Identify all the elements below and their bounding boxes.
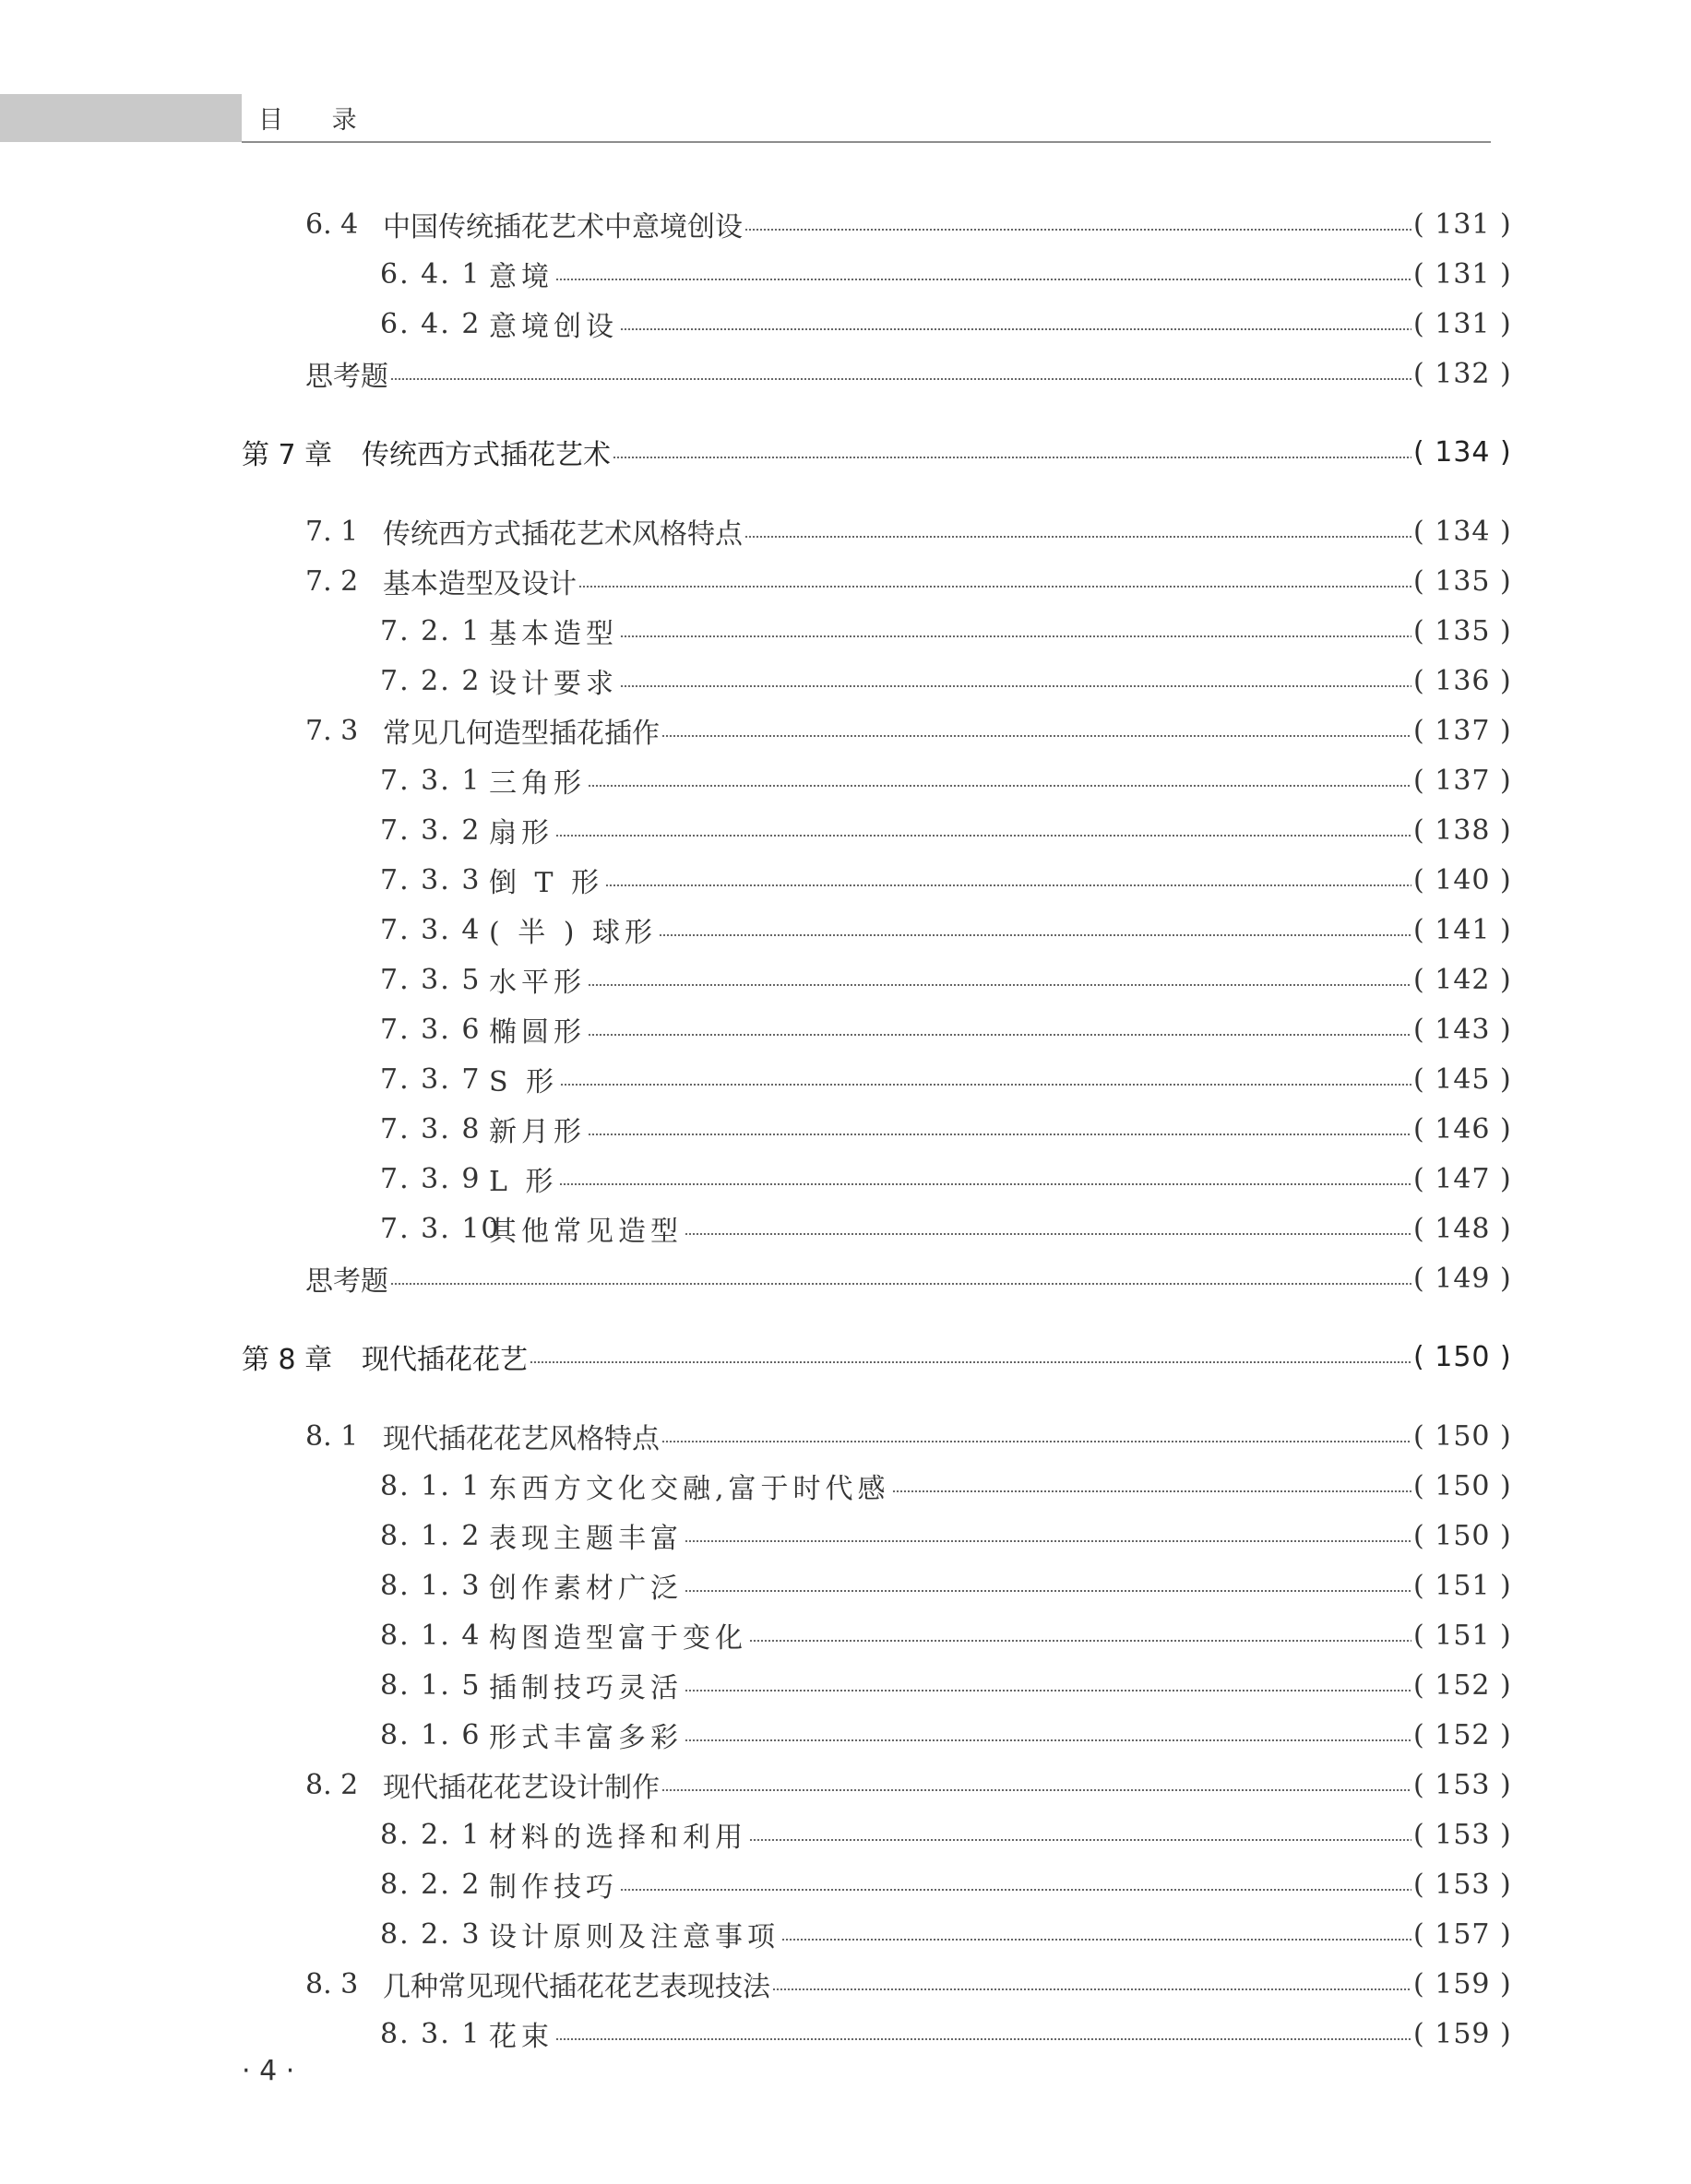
toc-entry-page: ( 159 ) (1413, 2017, 1512, 2050)
toc-entry-title: 制作技巧 (489, 1871, 618, 1904)
toc-entry-page: ( 138 ) (1413, 813, 1512, 847)
toc-entry-lead (242, 1515, 683, 1556)
toc-entry-title: 椭圆形 (489, 1016, 586, 1049)
toc-entry-page: ( 134 ) (1413, 435, 1512, 469)
toc-entry-lead (242, 1009, 586, 1050)
toc-entry-number: 7. 3. 10 (380, 1212, 501, 1245)
toc-dot-leader (390, 378, 1411, 380)
toc-entry-page: ( 151 ) (1413, 1619, 1512, 1652)
toc-dot-leader (685, 1590, 1411, 1592)
toc-entry-title: 插制技巧灵活 (489, 1672, 683, 1704)
toc-entry-title: ( 半 ) 球形 (489, 917, 658, 949)
toc-entry-lead (242, 561, 577, 601)
toc-entry-number: 8. 2. 3 (380, 1917, 482, 1951)
toc-entry-lead (242, 2013, 554, 2054)
table-of-contents (242, 199, 1512, 2059)
toc-entry-lead (242, 959, 586, 1000)
toc-entry-page: ( 135 ) (1413, 614, 1512, 647)
toc-dot-leader (661, 735, 1411, 737)
toc-entry-title: 倒 T 形 (489, 867, 604, 899)
toc-entry-title: 设计要求 (489, 668, 618, 700)
toc-entry (242, 1959, 1512, 2009)
toc-entry-lead (242, 1208, 683, 1249)
toc-entry-lead (242, 1715, 683, 1755)
toc-entry-number: 7. 2. 1 (380, 614, 482, 647)
toc-entry-title: 意境 (489, 261, 554, 293)
toc-entry-title: S 形 (489, 1066, 559, 1098)
toc-entry-number: 7. 3. 1 (380, 764, 482, 797)
toc-entry-number: 7. 2. 2 (380, 664, 482, 697)
toc-dot-leader (661, 1789, 1411, 1791)
toc-dot-leader (578, 586, 1411, 588)
toc-entry (242, 1760, 1512, 1810)
toc-entry-title: 传统西方式插花艺术 (362, 439, 611, 471)
toc-entry-title: 现代插花花艺 (362, 1344, 528, 1376)
page-header-title: 目 录 (258, 106, 377, 135)
toc-entry-title: 三角形 (489, 767, 586, 800)
toc-dot-leader (555, 835, 1411, 837)
toc-entry-title: 意境创设 (489, 311, 618, 343)
toc-entry (242, 1004, 1512, 1054)
toc-entry-page: ( 153 ) (1413, 1818, 1512, 1851)
toc-entry (242, 1909, 1512, 1959)
toc-dot-leader (620, 1889, 1411, 1891)
toc-entry-number: 8. 1. 4 (380, 1619, 482, 1652)
toc-entry-title: 构图造型富于变化 (489, 1622, 747, 1655)
toc-dot-leader (749, 1839, 1411, 1841)
toc-dot-leader (661, 1441, 1411, 1442)
toc-entry (242, 706, 1512, 755)
toc-entry-title: 材料的选择和利用 (489, 1822, 747, 1854)
toc-entry-title: 中国传统插花艺术中意境创设 (383, 211, 743, 243)
toc-entry-number: 第 7 章 (242, 439, 333, 471)
toc-dot-leader (555, 279, 1411, 280)
toc-entry-page: ( 148 ) (1413, 1212, 1512, 1245)
toc-entry-number: 8. 3. 1 (380, 2017, 482, 2050)
toc-entry-lead (242, 660, 618, 701)
header-bar (0, 94, 242, 142)
toc-entry-page: ( 153 ) (1413, 1868, 1512, 1901)
toc-entry-lead (242, 353, 388, 394)
toc-entry (242, 1710, 1512, 1760)
toc-entry-lead (242, 432, 611, 472)
toc-entry-lead (242, 810, 554, 850)
toc-entry-number: 8. 1. 3 (380, 1569, 482, 1602)
toc-dot-leader (588, 785, 1411, 787)
toc-dot-leader (588, 984, 1411, 986)
toc-entry-page: ( 159 ) (1413, 1967, 1512, 2000)
toc-entry-number: 7. 3. 4 (380, 913, 482, 946)
toc-entry-lead (242, 303, 618, 344)
toc-entry (242, 1253, 1512, 1303)
toc-entry-number: 7. 3. 6 (380, 1013, 482, 1046)
toc-entry-page: ( 151 ) (1413, 1569, 1512, 1602)
toc-entry-page: ( 131 ) (1413, 257, 1512, 291)
toc-entry (242, 556, 1512, 606)
toc-entry-lead (242, 710, 660, 751)
toc-entry (242, 955, 1512, 1004)
toc-entry-number: 8. 2. 2 (380, 1868, 482, 1901)
toc-dot-leader (659, 934, 1411, 936)
toc-entry-page: ( 142 ) (1413, 963, 1512, 996)
toc-dot-leader (588, 1134, 1411, 1135)
toc-entry (242, 1810, 1512, 1859)
toc-entry-page: ( 132 ) (1413, 357, 1512, 390)
toc-entry (242, 249, 1512, 299)
toc-entry-number: 8. 1 (305, 1419, 359, 1453)
toc-entry-page: ( 145 ) (1413, 1062, 1512, 1096)
toc-entry-number: 6. 4. 1 (380, 257, 482, 291)
toc-entry-lead (242, 1864, 618, 1905)
toc-entry-page: ( 152 ) (1413, 1668, 1512, 1702)
toc-entry (242, 905, 1512, 955)
toc-entry-title: 思考题 (305, 1265, 388, 1298)
toc-dot-leader (390, 1283, 1411, 1285)
toc-entry-title: 几种常见现代插花花艺表现技法 (383, 1971, 770, 2003)
toc-entry (242, 656, 1512, 706)
toc-entry (242, 805, 1512, 855)
toc-entry-title: 思考题 (305, 361, 388, 393)
toc-chapter-entry (242, 1329, 1512, 1384)
toc-entry-number: 8. 1. 6 (380, 1718, 482, 1751)
toc-entry-lead (242, 1764, 660, 1805)
toc-entry-lead (242, 1615, 747, 1656)
toc-entry-number: 7. 3. 8 (380, 1112, 482, 1145)
toc-entry (242, 299, 1512, 349)
toc-entry-title: 形式丰富多彩 (489, 1722, 683, 1754)
toc-entry-number: 8. 1. 1 (380, 1469, 482, 1502)
toc-entry-title: 现代插花花艺设计制作 (383, 1772, 660, 1804)
toc-entry (242, 1154, 1512, 1204)
toc-entry-number: 8. 2 (305, 1768, 359, 1801)
toc-entry-page: ( 135 ) (1413, 564, 1512, 598)
toc-entry-page: ( 143 ) (1413, 1013, 1512, 1046)
toc-entry-lead (242, 1158, 557, 1199)
toc-dot-leader (530, 1361, 1411, 1363)
toc-dot-leader (555, 2038, 1411, 2040)
toc-entry-number: 7. 2 (305, 564, 359, 598)
toc-dot-leader (613, 457, 1411, 458)
toc-entry-page: ( 141 ) (1413, 913, 1512, 946)
toc-dot-leader (620, 685, 1411, 687)
toc-dot-leader (744, 229, 1411, 231)
toc-entry-number: 第 8 章 (242, 1344, 333, 1376)
header-divider (242, 141, 1491, 143)
toc-entry (242, 199, 1512, 249)
toc-dot-leader (685, 1233, 1411, 1235)
toc-entry-page: ( 140 ) (1413, 863, 1512, 896)
toc-entry-number: 7. 3. 9 (380, 1162, 482, 1195)
toc-entry-lead (242, 1109, 586, 1149)
toc-dot-leader (685, 1540, 1411, 1542)
page-number: · 4 · (242, 2055, 295, 2087)
toc-dot-leader (588, 1034, 1411, 1036)
toc-dot-leader (744, 536, 1411, 538)
toc-dot-leader (772, 1988, 1411, 1990)
toc-entry-title: 基本造型及设计 (383, 568, 577, 600)
toc-entry-lead (242, 1466, 890, 1506)
toc-entry-number: 8. 2. 1 (380, 1818, 482, 1851)
toc-entry-title: 扇形 (489, 817, 554, 849)
toc-entry-page: ( 153 ) (1413, 1768, 1512, 1801)
toc-dot-leader (685, 1690, 1411, 1691)
toc-entry-title: 设计原则及注意事项 (489, 1921, 780, 1953)
toc-dot-leader (781, 1939, 1411, 1941)
toc-entry (242, 1610, 1512, 1660)
toc-entry-lead (242, 1416, 660, 1456)
toc-entry-page: ( 146 ) (1413, 1112, 1512, 1145)
toc-entry-lead (242, 254, 554, 294)
toc-entry-lead (242, 909, 657, 950)
toc-entry-number: 7. 3. 7 (380, 1062, 482, 1096)
toc-entry-page: ( 150 ) (1413, 1519, 1512, 1552)
toc-entry-lead (242, 1914, 780, 1954)
toc-entry-page: ( 150 ) (1413, 1419, 1512, 1453)
toc-entry (242, 2009, 1512, 2059)
toc-dot-leader (620, 328, 1411, 330)
toc-entry-page: ( 137 ) (1413, 714, 1512, 747)
toc-entry (242, 855, 1512, 905)
toc-entry-number: 7. 3 (305, 714, 359, 747)
toc-dot-leader (685, 1739, 1411, 1741)
toc-entry (242, 1660, 1512, 1710)
toc-entry-title: 基本造型 (489, 618, 618, 650)
toc-entry-page: ( 149 ) (1413, 1262, 1512, 1295)
toc-entry-lead (242, 511, 743, 552)
toc-entry-lead (242, 860, 603, 900)
toc-entry-number: 8. 1. 2 (380, 1519, 482, 1552)
toc-entry (242, 755, 1512, 805)
toc-entry-lead (242, 1964, 770, 2004)
toc-entry (242, 606, 1512, 656)
toc-entry (242, 1561, 1512, 1610)
toc-dot-leader (892, 1490, 1411, 1492)
toc-entry-page: ( 152 ) (1413, 1718, 1512, 1751)
toc-dot-leader (560, 1084, 1411, 1086)
toc-entry-title: 创作素材广泛 (489, 1573, 683, 1605)
toc-entry-number: 7. 3. 3 (380, 863, 482, 896)
toc-entry-page: ( 150 ) (1413, 1469, 1512, 1502)
toc-entry (242, 1054, 1512, 1104)
toc-entry-page: ( 134 ) (1413, 515, 1512, 548)
toc-entry-lead (242, 1258, 388, 1299)
toc-entry (242, 349, 1512, 398)
toc-dot-leader (749, 1640, 1411, 1642)
toc-entry-title: 水平形 (489, 967, 586, 999)
toc-entry-lead (242, 1336, 528, 1377)
toc-entry-lead (242, 204, 743, 244)
toc-entry-title: 常见几何造型插花插作 (383, 718, 660, 750)
toc-entry-page: ( 157 ) (1413, 1917, 1512, 1951)
toc-entry-lead (242, 1565, 683, 1606)
toc-entry-title: 其他常见造型 (489, 1216, 683, 1248)
toc-entry (242, 1411, 1512, 1461)
toc-entry (242, 1859, 1512, 1909)
toc-entry (242, 1511, 1512, 1561)
toc-entry-number: 7. 1 (305, 515, 359, 548)
toc-entry-number: 8. 3 (305, 1967, 359, 2000)
toc-entry-number: 7. 3. 2 (380, 813, 482, 847)
toc-entry-title: 新月形 (489, 1116, 586, 1148)
toc-entry-page: ( 137 ) (1413, 764, 1512, 797)
toc-entry-lead (242, 760, 586, 801)
toc-entry-page: ( 150 ) (1413, 1340, 1512, 1373)
toc-entry (242, 1104, 1512, 1154)
toc-entry-page: ( 131 ) (1413, 307, 1512, 340)
toc-entry-page: ( 131 ) (1413, 208, 1512, 241)
toc-entry-lead (242, 1665, 683, 1705)
toc-entry (242, 1204, 1512, 1253)
toc-entry-lead (242, 611, 618, 651)
toc-entry-number: 7. 3. 5 (380, 963, 482, 996)
toc-dot-leader (559, 1183, 1411, 1185)
toc-entry-page: ( 147 ) (1413, 1162, 1512, 1195)
toc-entry-page: ( 136 ) (1413, 664, 1512, 697)
toc-entry-number: 8. 1. 5 (380, 1668, 482, 1702)
toc-chapter-entry (242, 424, 1512, 480)
toc-entry-title: 表现主题丰富 (489, 1523, 683, 1555)
toc-entry-lead (242, 1059, 558, 1099)
toc-entry-lead (242, 1814, 747, 1855)
toc-entry-title: 东西方文化交融,富于时代感 (489, 1473, 890, 1505)
toc-entry-title: L 形 (489, 1166, 558, 1198)
toc-entry-title: 现代插花花艺风格特点 (383, 1423, 660, 1455)
toc-entry (242, 1461, 1512, 1511)
toc-entry-number: 6. 4 (305, 208, 359, 241)
toc-entry-number: 6. 4. 2 (380, 307, 482, 340)
toc-entry-title: 传统西方式插花艺术风格特点 (383, 518, 743, 551)
toc-entry-title: 花束 (489, 2021, 554, 2053)
toc-entry (242, 506, 1512, 556)
toc-dot-leader (605, 884, 1411, 886)
toc-dot-leader (620, 635, 1411, 637)
